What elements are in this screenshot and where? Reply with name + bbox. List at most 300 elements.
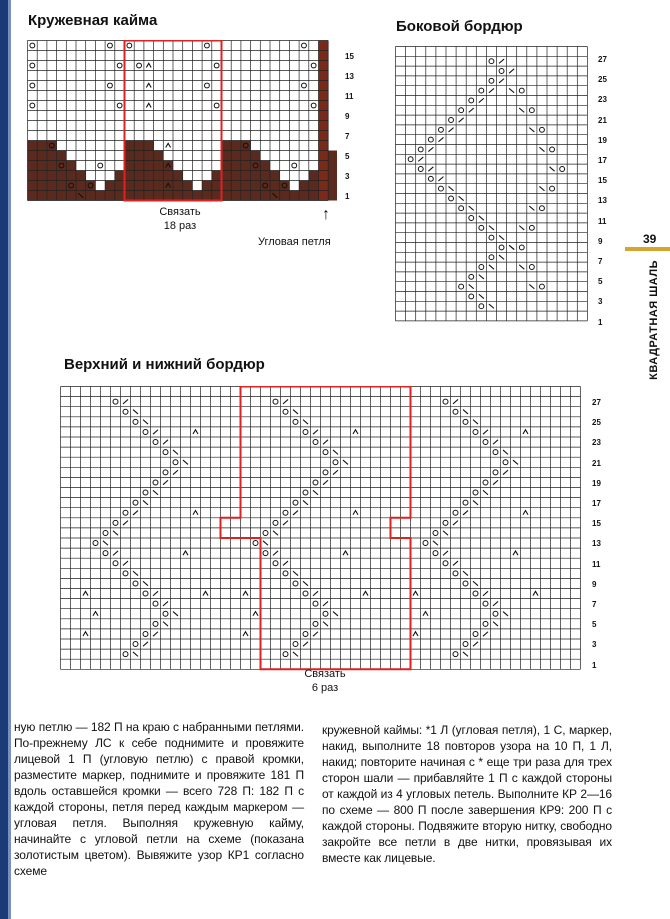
- k2tog-symbol: [123, 561, 128, 565]
- yarn-over-symbol: [493, 470, 498, 475]
- yarn-over-symbol: [418, 147, 423, 152]
- row-number: 1: [592, 660, 597, 670]
- ssk-symbol: [503, 612, 508, 616]
- yarn-over-symbol: [540, 127, 545, 132]
- ssk-symbol: [173, 612, 178, 616]
- corner-stitch-cell: [319, 91, 329, 101]
- double-decrease-symbol: [523, 511, 528, 515]
- double-decrease-symbol: [166, 143, 171, 147]
- yarn-over-symbol: [123, 571, 128, 576]
- yarn-over-symbol: [303, 429, 308, 434]
- yarn-over-symbol: [137, 63, 142, 68]
- yarn-over-symbol: [493, 611, 498, 616]
- ssk-symbol: [333, 450, 338, 454]
- ssk-symbol: [539, 186, 544, 190]
- yarn-over-symbol: [499, 245, 504, 250]
- yarn-over-symbol: [103, 551, 108, 556]
- corner-stitch-cell: [319, 121, 329, 131]
- ssk-symbol: [473, 500, 478, 504]
- yarn-over-symbol: [469, 98, 474, 103]
- k2tog-symbol: [153, 591, 158, 595]
- row-number: 7: [598, 257, 603, 266]
- ssk-symbol: [463, 571, 468, 575]
- yarn-over-symbol: [479, 88, 484, 93]
- k2tog-symbol: [293, 511, 298, 515]
- yarn-over-symbol: [283, 510, 288, 515]
- row-number: 19: [592, 478, 601, 488]
- yarn-over-symbol: [473, 631, 478, 636]
- k2tog-symbol: [143, 642, 148, 646]
- yarn-over-symbol: [292, 163, 297, 168]
- yarn-over-symbol: [205, 83, 210, 88]
- k2tog-symbol: [323, 480, 328, 484]
- grid-lines: [61, 387, 581, 670]
- yarn-over-symbol: [143, 429, 148, 434]
- ssk-symbol: [113, 531, 118, 535]
- double-decrease-symbol: [193, 511, 198, 515]
- ssk-symbol: [509, 88, 514, 92]
- ssk-symbol: [519, 226, 524, 230]
- yarn-over-symbol: [133, 642, 138, 647]
- yarn-over-symbol: [463, 500, 468, 505]
- corner-stitch-cell: [319, 41, 329, 51]
- yarn-over-symbol: [103, 530, 108, 535]
- k2tog-symbol: [163, 601, 168, 605]
- k2tog-symbol: [428, 147, 433, 151]
- corner-stitch-cell: [319, 81, 329, 91]
- row-number: 5: [345, 152, 350, 161]
- yarn-over-symbol: [483, 440, 488, 445]
- yarn-over-symbol: [293, 581, 298, 586]
- yarn-over-symbol: [493, 450, 498, 455]
- ssk-symbol: [463, 652, 468, 656]
- grid-lines: [396, 47, 588, 321]
- yarn-over-symbol: [473, 591, 478, 596]
- yarn-over-symbol: [323, 450, 328, 455]
- yarn-over-symbol: [283, 571, 288, 576]
- row-number: 13: [345, 72, 354, 81]
- row-number: 11: [345, 92, 354, 101]
- row-number: 23: [592, 438, 601, 448]
- ssk-symbol: [519, 108, 524, 112]
- k2tog-symbol: [163, 480, 168, 484]
- row-number: 11: [592, 559, 601, 569]
- yarn-over-symbol: [123, 652, 128, 657]
- yarn-over-symbol: [433, 530, 438, 535]
- yarn-over-symbol: [540, 206, 545, 211]
- ssk-symbol: [550, 167, 555, 171]
- yarn-over-symbol: [313, 440, 318, 445]
- k2tog-symbol: [163, 440, 168, 444]
- yarn-over-symbol: [463, 581, 468, 586]
- yarn-over-symbol: [439, 186, 444, 191]
- ssk-symbol: [489, 226, 494, 230]
- yarn-over-symbol: [173, 460, 178, 465]
- row-number: 23: [598, 95, 607, 105]
- k2tog-symbol: [313, 632, 318, 636]
- row-number: 21: [592, 458, 601, 468]
- top-bottom-border-chart: [60, 386, 585, 676]
- yarn-over-symbol: [293, 500, 298, 505]
- corner-stitch-cell: [319, 181, 329, 191]
- ssk-symbol: [143, 581, 148, 585]
- row-number: 9: [592, 579, 597, 589]
- page-number: 39: [643, 232, 657, 246]
- yarn-over-symbol: [153, 480, 158, 485]
- yarn-over-symbol: [205, 43, 210, 48]
- ssk-symbol: [103, 541, 108, 545]
- yarn-over-symbol: [469, 216, 474, 221]
- corner-stitch-cell: [319, 71, 329, 81]
- yarn-over-symbol: [443, 399, 448, 404]
- double-decrease-symbol: [343, 551, 348, 555]
- yarn-over-symbol: [459, 284, 464, 289]
- k2tog-symbol: [503, 470, 508, 474]
- k2tog-symbol: [453, 561, 458, 565]
- yarn-over-symbol: [428, 137, 433, 142]
- corner-stitch-cell: [319, 171, 329, 181]
- row-number: 13: [592, 539, 601, 549]
- yarn-over-symbol: [293, 642, 298, 647]
- double-decrease-symbol: [413, 632, 418, 636]
- k2tog-symbol: [489, 88, 494, 92]
- yarn-over-symbol: [453, 510, 458, 515]
- yarn-over-symbol: [453, 571, 458, 576]
- yarn-over-symbol: [113, 520, 118, 525]
- ssk-symbol: [143, 420, 148, 424]
- yarn-over-symbol: [117, 103, 122, 108]
- row-number: 17: [592, 499, 601, 508]
- ssk-symbol: [293, 652, 298, 656]
- k2tog-symbol: [499, 79, 504, 83]
- yarn-over-symbol: [333, 460, 338, 465]
- yarn-over-symbol: [303, 490, 308, 495]
- yarn-over-symbol: [489, 235, 494, 240]
- row-number: 3: [345, 172, 350, 181]
- double-decrease-symbol: [353, 430, 358, 434]
- yarn-over-symbol: [428, 176, 433, 181]
- binding-edge: [0, 0, 8, 919]
- yarn-over-symbol: [483, 621, 488, 626]
- lace-edge-repeat-label: Связать 18 раз: [159, 206, 201, 232]
- ssk-symbol: [469, 206, 474, 210]
- yarn-over-symbol: [550, 186, 555, 191]
- ssk-symbol: [479, 294, 484, 298]
- yarn-over-symbol: [113, 561, 118, 566]
- yarn-over-symbol: [153, 621, 158, 626]
- k2tog-symbol: [479, 98, 484, 102]
- yarn-over-symbol: [117, 63, 122, 68]
- k2tog-symbol: [153, 632, 158, 636]
- k2tog-symbol: [273, 551, 278, 555]
- row-number: 27: [592, 398, 601, 407]
- ssk-symbol: [133, 410, 138, 414]
- double-decrease-symbol: [413, 591, 418, 595]
- yarn-over-symbol: [499, 69, 504, 74]
- k2tog-symbol: [123, 399, 128, 403]
- k2tog-symbol: [459, 118, 464, 122]
- double-decrease-symbol: [203, 591, 208, 595]
- yarn-over-symbol: [163, 450, 168, 455]
- body-text-right: кружевной каймы: *1 Л (угловая петля), 1 С, маркер, накид, выполните 18 повторов узора на 10 П, 1 Л, накид; повторите начиная с * еще три раза для трех сторон шали — прибавляйте 1 П с каждой стороны от каждой из 4 угловых петель. Выполните КР 2—16 по схеме — 800 П после завершения КР9: 200 П с каждой стороны. Подвяжите вторую нитку, свободно закройте все петли в две нитки, провязывая их вместе как лицевые.: [322, 723, 612, 865]
- yarn-over-symbol: [489, 59, 494, 64]
- k2tog-symbol: [469, 108, 474, 112]
- ssk-symbol: [133, 571, 138, 575]
- corner-stitch-cell: [319, 131, 329, 141]
- yarn-over-symbol: [123, 510, 128, 515]
- corner-stitch-cell: [319, 101, 329, 111]
- yarn-over-symbol: [479, 225, 484, 230]
- yarn-over-symbol: [153, 601, 158, 606]
- k2tog-symbol: [453, 521, 458, 525]
- row-number: 15: [598, 176, 607, 186]
- top-bottom-repeat-label: Связать 6 раз: [304, 668, 346, 694]
- yarn-over-symbol: [214, 63, 219, 68]
- yarn-over-symbol: [133, 500, 138, 505]
- ssk-symbol: [509, 245, 514, 249]
- yarn-over-symbol: [283, 409, 288, 414]
- ssk-symbol: [459, 196, 464, 200]
- ssk-symbol: [303, 500, 308, 504]
- yarn-over-symbol: [473, 429, 478, 434]
- yarn-over-symbol: [143, 631, 148, 636]
- corner-stitch-cell: [319, 111, 329, 121]
- row-number: 5: [598, 277, 603, 287]
- yarn-over-symbol: [30, 83, 35, 88]
- double-decrease-symbol: [353, 511, 358, 515]
- ssk-symbol: [333, 612, 338, 616]
- k2tog-symbol: [473, 642, 478, 646]
- ssk-symbol: [489, 304, 494, 308]
- yarn-over-symbol: [519, 88, 524, 93]
- yarn-over-symbol: [93, 541, 98, 546]
- row-number: 19: [598, 135, 607, 145]
- ssk-symbol: [473, 420, 478, 424]
- yarn-over-symbol: [313, 480, 318, 485]
- row-number: 5: [592, 620, 597, 630]
- yarn-over-symbol: [273, 399, 278, 404]
- k2tog-symbol: [463, 511, 468, 515]
- ssk-symbol: [273, 531, 278, 535]
- double-decrease-symbol: [423, 612, 428, 616]
- ssk-symbol: [183, 460, 188, 464]
- double-decrease-symbol: [513, 551, 518, 555]
- yarn-over-symbol: [449, 118, 454, 123]
- ssk-symbol: [469, 284, 474, 288]
- yarn-over-symbol: [273, 561, 278, 566]
- yarn-over-symbol: [423, 541, 428, 546]
- double-decrease-symbol: [146, 63, 151, 67]
- yarn-over-symbol: [433, 551, 438, 556]
- yarn-over-symbol: [540, 284, 545, 289]
- corner-stitch-cell: [319, 191, 329, 201]
- double-decrease-symbol: [243, 632, 248, 636]
- section-title-vertical: КВАДРАТНАЯ ШАЛЬ: [648, 260, 660, 380]
- ssk-symbol: [433, 541, 438, 545]
- row-number: 9: [598, 236, 603, 246]
- yarn-over-symbol: [483, 601, 488, 606]
- row-number: 11: [598, 216, 607, 226]
- yarn-over-symbol: [133, 581, 138, 586]
- yarn-over-symbol: [449, 196, 454, 201]
- yarn-over-symbol: [293, 419, 298, 424]
- k2tog-symbol: [499, 59, 504, 63]
- ssk-symbol: [343, 460, 348, 464]
- ssk-symbol: [293, 571, 298, 575]
- row-number: 3: [598, 297, 603, 307]
- yarn-over-symbol: [127, 43, 132, 48]
- k2tog-symbol: [438, 177, 443, 181]
- ssk-symbol: [499, 255, 504, 259]
- yarn-over-symbol: [108, 83, 113, 88]
- k2tog-symbol: [483, 591, 488, 595]
- double-decrease-symbol: [533, 591, 538, 595]
- ssk-symbol: [519, 265, 524, 269]
- ssk-symbol: [313, 490, 318, 494]
- ssk-symbol: [493, 622, 498, 626]
- corner-stitch-cell: [319, 61, 329, 71]
- yarn-over-symbol: [469, 294, 474, 299]
- yarn-over-symbol: [302, 83, 307, 88]
- k2tog-symbol: [449, 128, 454, 132]
- ssk-symbol: [293, 410, 298, 414]
- side-border-chart: [395, 46, 595, 326]
- double-decrease-symbol: [193, 430, 198, 434]
- k2tog-symbol: [509, 69, 514, 73]
- yarn-over-symbol: [443, 520, 448, 525]
- row-number: 21: [598, 115, 607, 125]
- ssk-symbol: [173, 450, 178, 454]
- ssk-symbol: [449, 186, 454, 190]
- yarn-over-symbol: [519, 245, 524, 250]
- yarn-over-symbol: [479, 304, 484, 309]
- yarn-over-symbol: [163, 470, 168, 475]
- yarn-over-symbol: [323, 611, 328, 616]
- k2tog-symbol: [283, 561, 288, 565]
- yarn-over-symbol: [153, 440, 158, 445]
- k2tog-symbol: [283, 399, 288, 403]
- top-bottom-border-title: Верхний и нижний бордюр: [64, 356, 265, 373]
- yarn-over-symbol: [143, 591, 148, 596]
- k2tog-symbol: [323, 601, 328, 605]
- ssk-symbol: [143, 500, 148, 504]
- yarn-over-symbol: [473, 490, 478, 495]
- ssk-symbol: [529, 128, 534, 132]
- yarn-over-symbol: [529, 108, 534, 113]
- k2tog-symbol: [173, 470, 178, 474]
- yarn-over-symbol: [263, 530, 268, 535]
- ssk-symbol: [133, 652, 138, 656]
- corner-stitch-cell: [319, 151, 329, 161]
- corner-stitch-cell: [319, 141, 329, 151]
- double-decrease-symbol: [146, 83, 151, 87]
- yarn-over-symbol: [263, 551, 268, 556]
- ssk-symbol: [323, 622, 328, 626]
- corner-stitch-cell: [319, 161, 329, 171]
- ssk-symbol: [479, 275, 484, 279]
- k2tog-symbol: [283, 521, 288, 525]
- double-decrease-symbol: [83, 591, 88, 595]
- row-number: 27: [598, 55, 607, 64]
- k2tog-symbol: [493, 601, 498, 605]
- k2tog-symbol: [313, 591, 318, 595]
- k2tog-symbol: [333, 470, 338, 474]
- yarn-over-symbol: [98, 163, 103, 168]
- k2tog-symbol: [323, 440, 328, 444]
- ssk-symbol: [483, 490, 488, 494]
- k2tog-symbol: [428, 167, 433, 171]
- yarn-over-symbol: [30, 43, 35, 48]
- k2tog-symbol: [483, 632, 488, 636]
- ssk-symbol: [499, 235, 504, 239]
- ssk-symbol: [163, 622, 168, 626]
- yarn-over-symbol: [113, 399, 118, 404]
- yarn-over-symbol: [143, 490, 148, 495]
- yarn-over-symbol: [459, 206, 464, 211]
- yarn-over-symbol: [443, 561, 448, 566]
- k2tog-symbol: [493, 440, 498, 444]
- row-number: 7: [345, 132, 350, 141]
- yarn-over-symbol: [529, 225, 534, 230]
- row-number: 15: [592, 519, 601, 529]
- ssk-symbol: [479, 216, 484, 220]
- k2tog-symbol: [123, 521, 128, 525]
- page-number-underline: [625, 247, 670, 251]
- corner-stitch-cell: [319, 51, 329, 61]
- yarn-over-symbol: [418, 167, 423, 172]
- yarn-over-symbol: [550, 147, 555, 152]
- k2tog-symbol: [113, 551, 118, 555]
- yarn-over-symbol: [283, 652, 288, 657]
- yarn-over-symbol: [302, 43, 307, 48]
- yarn-over-symbol: [133, 419, 138, 424]
- row-number: 13: [598, 196, 607, 206]
- yarn-over-symbol: [469, 274, 474, 279]
- ssk-symbol: [303, 420, 308, 424]
- double-decrease-symbol: [523, 430, 528, 434]
- k2tog-symbol: [313, 430, 318, 434]
- yarn-over-symbol: [463, 642, 468, 647]
- yarn-over-symbol: [323, 470, 328, 475]
- k2tog-symbol: [493, 480, 498, 484]
- ssk-symbol: [263, 541, 268, 545]
- double-decrease-symbol: [83, 632, 88, 636]
- row-number: 17: [598, 156, 607, 165]
- row-number: 3: [592, 640, 597, 650]
- yarn-over-symbol: [311, 63, 316, 68]
- yarn-over-symbol: [463, 419, 468, 424]
- row-number: 15: [345, 52, 354, 61]
- ssk-symbol: [529, 206, 534, 210]
- ssk-symbol: [473, 581, 478, 585]
- double-decrease-symbol: [146, 103, 151, 107]
- body-text-left: ную петлю — 182 П на краю с набранными петлями. По-прежнему ЛС к себе поднимите и провяжите лицевой 1 П (угловую петлю) с правой кромки, разместите маркер, поднимите и провяжите 181 П вдоль оставшейся кромки — всего 728 П: 182 П с каждой стороны, петля перед каждым маркером — угловая петля. Выполняя кружевную кайму, начинайте с угловой петли на схеме (показана золотистым цветом). Вывяжите узор КР1 согласно схеме: [14, 720, 304, 878]
- yarn-over-symbol: [311, 103, 316, 108]
- row-number: 1: [598, 317, 603, 327]
- row-number: 9: [345, 112, 350, 121]
- yarn-over-symbol: [529, 265, 534, 270]
- yarn-over-symbol: [163, 611, 168, 616]
- yarn-over-symbol: [483, 480, 488, 485]
- yarn-over-symbol: [253, 541, 258, 546]
- row-number: 1: [345, 192, 350, 201]
- yarn-over-symbol: [30, 63, 35, 68]
- binding-edge-light: [8, 0, 11, 919]
- yarn-over-symbol: [489, 255, 494, 260]
- k2tog-symbol: [438, 137, 443, 141]
- double-decrease-symbol: [183, 551, 188, 555]
- yarn-over-symbol: [479, 265, 484, 270]
